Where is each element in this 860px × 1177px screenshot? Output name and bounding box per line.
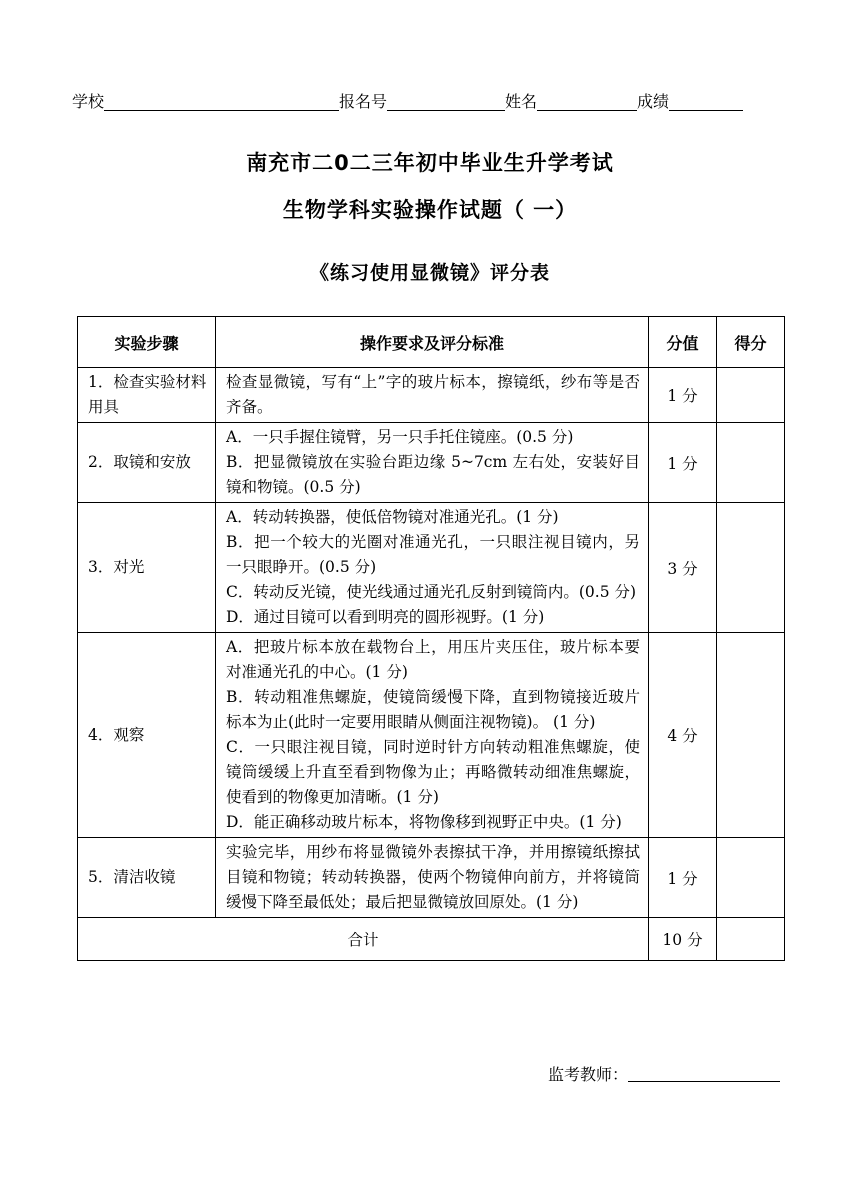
proctor-label: 监考教师： (548, 1065, 629, 1084)
score-entry-cell[interactable] (717, 503, 785, 633)
name-field[interactable] (537, 92, 637, 111)
requirement-text: B．把显微镜放在实验台距边缘 5~7cm 左右处，安装好目镜和物镜。(0.5 分) (226, 453, 640, 496)
requirement-text: A．转动转换器，使低倍物镜对准通光孔。(1 分) (226, 508, 559, 526)
step-cell: 5．清洁收镜 (78, 838, 216, 918)
requirement-text: D．能正确移动玻片标本，将物像移到视野正中央。(1 分) (226, 813, 622, 831)
col-header-requirements: 操作要求及评分标准 (216, 317, 649, 368)
grade-field[interactable] (669, 92, 743, 111)
total-points-cell: 10 分 (649, 918, 717, 961)
requirements-cell (216, 423, 649, 503)
registration-number-label: 报名号 (339, 92, 388, 111)
requirement-text: A．把玻片标本放在载物台上，用压片夹压住，玻片标本要对准通光孔的中心。(1 分) (226, 638, 640, 681)
col-header-step: 实验步骤 (78, 317, 216, 368)
registration-number-field[interactable] (387, 92, 505, 111)
score-table (77, 316, 785, 961)
table-row (78, 368, 785, 423)
exam-title: 南充市二0二三年初中毕业生升学考试 (246, 151, 614, 175)
requirement-text: D．通过目镜可以看到明亮的圆形视野。(1 分) (226, 608, 545, 626)
requirement-text: B．把一个较大的光圈对准通光孔，一只眼注视目镜内，另一只眼睁开。(0.5 分) (226, 533, 640, 576)
requirement-text: C．转动反光镜，使光线通过通光孔反射到镜筒内。(0.5 分) (226, 583, 637, 601)
table-header-row (78, 317, 785, 368)
points-cell: 1 分 (649, 423, 717, 503)
requirement-text: B．转动粗准焦螺旋，使镜筒缓慢下降，直到物镜接近玻片标本为止(此时一定要用眼睛从侧面注视物镜)。 (1 分) (226, 688, 640, 731)
grade-label: 成绩 (637, 92, 670, 111)
exam-subtitle: 生物学科实验操作试题（ 一） (282, 198, 578, 222)
requirements-cell (216, 503, 649, 633)
school-field[interactable] (104, 92, 339, 111)
points-cell: 3 分 (649, 503, 717, 633)
total-score-entry-cell[interactable] (717, 918, 785, 961)
total-label: 合计 (78, 918, 649, 961)
name-label: 姓名 (505, 92, 538, 111)
step-cell: 3．对光 (78, 503, 216, 633)
requirement-text: 检查显微镜，写有“上”字的玻片标本，擦镜纸，纱布等是否齐备。 (226, 373, 640, 416)
requirements-cell (216, 838, 649, 918)
step-cell: 4．观察 (78, 633, 216, 838)
points-cell: 1 分 (649, 368, 717, 423)
score-entry-cell[interactable] (717, 368, 785, 423)
requirement-text: C．一只眼注视目镜，同时逆时针方向转动粗准焦螺旋，使镜筒缓缓上升直至看到物像为止；再略微转动细准焦螺旋，使看到的物像更加清晰。(1 分) (226, 738, 640, 806)
score-sheet-title: 《练习使用显微镜》评分表 (309, 262, 550, 284)
score-entry-cell[interactable] (717, 838, 785, 918)
table-row (78, 503, 785, 633)
requirements-cell (216, 633, 649, 838)
step-cell: 1．检查实验材料用具 (78, 368, 216, 423)
table-row (78, 423, 785, 503)
requirement-text: 实验完毕，用纱布将显微镜外表擦拭干净，并用擦镜纸擦拭目镜和物镜；转动转换器，使两个物镜伸向前方，并将镜筒缓慢下降至最低处；最后把显微镜放回原处。(1 分) (226, 843, 640, 911)
score-entry-cell[interactable] (717, 423, 785, 503)
score-entry-cell[interactable] (717, 633, 785, 838)
proctor-signature-field[interactable] (628, 1063, 780, 1082)
table-row (78, 633, 785, 838)
school-label: 学校 (72, 92, 105, 111)
total-row (78, 918, 785, 961)
points-cell: 1 分 (649, 838, 717, 918)
requirements-cell (216, 368, 649, 423)
col-header-score: 得分 (717, 317, 785, 368)
table-row (78, 838, 785, 918)
points-cell: 4 分 (649, 633, 717, 838)
candidate-info-line (72, 90, 784, 114)
proctor-signature-line (548, 1062, 780, 1085)
requirement-text: A．一只手握住镜臂，另一只手托住镜座。(0.5 分) (226, 428, 574, 446)
step-cell: 2．取镜和安放 (78, 423, 216, 503)
col-header-points: 分值 (649, 317, 717, 368)
